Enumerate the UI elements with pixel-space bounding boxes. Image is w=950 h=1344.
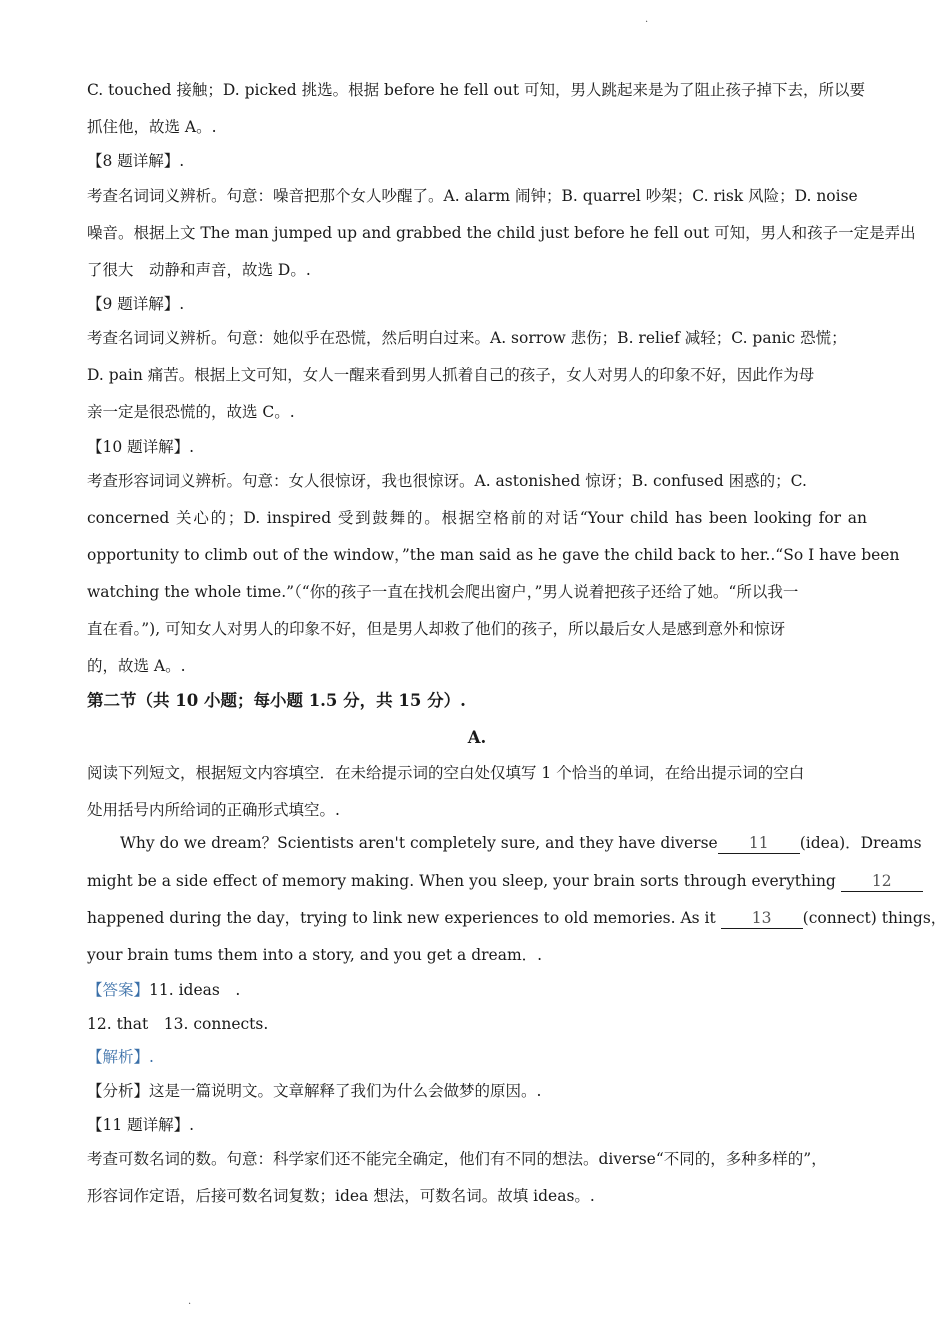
text-line: 形容词作定语，后接可数名词复数；idea 想法，可数名词。故填 ideas。. <box>87 1187 595 1205</box>
question-heading-11: 【11 题详解】. <box>87 1116 195 1134</box>
passage-line <box>87 908 947 929</box>
question-heading-8: 【8 题详解】. <box>87 152 185 170</box>
text-line: C. touched 接触；D. picked 挑选。根据 before he fell out 可知，男人跳起来是为了阻止孩子掉下去，所以要 <box>87 81 865 99</box>
summary-label: 【分析】 <box>87 1082 150 1100</box>
passage-text: happened during the day，trying to link new experiences to old memories. As it <box>87 909 716 927</box>
text-line: 考查名词词义辨析。句意：噪音把那个女人吵醒了。A. alarm 闹钟；B. quarrel 吵架；C. risk 风险；D. noise <box>87 187 858 205</box>
summary-line <box>87 1081 867 1101</box>
passage-line <box>87 871 892 892</box>
analysis-label: 【解析】. <box>87 1048 154 1066</box>
blank-12: 12 <box>841 871 923 892</box>
passage-text: might be a side effect of memory making. When you sleep, your brain sorts through everything <box>87 872 836 890</box>
answer-label: 【答案】 <box>87 981 150 999</box>
text-line: watching the whole time.”（“你的孩子一直在找机会爬出窗户，”男人说着把孩子还给了她。“所以我一 <box>87 583 799 601</box>
passage-text: (idea)．Dreams <box>799 834 922 852</box>
blank-11: 11 <box>718 833 800 854</box>
answer-line: 12. that 13. connects. <box>87 1015 269 1033</box>
question-heading-10: 【10 题详解】. <box>87 438 195 456</box>
text-line: 考查可数名词的数。句意：科学家们还不能完全确定，他们有不同的想法。diverse“不同的，多种多样的”， <box>87 1150 827 1168</box>
passage-text: (connect) things， <box>802 909 947 927</box>
footer-dot: . <box>188 1296 192 1307</box>
section-heading: 第二节（共 10 小题；每小题 1.5 分，共 15 分）. <box>87 691 466 710</box>
instruction-line: 处用括号内所给词的正确形式填空。. <box>87 801 340 819</box>
header-dot: . <box>645 14 649 25</box>
instruction-line: 阅读下列短文，根据短文内容填空．在未给提示词的空白处仅填写 1 个恰当的单词，在给出提示词的空白 <box>87 764 805 782</box>
passage-text: Why do we dream？Scientists aren't completely sure, and they have diverse <box>120 834 718 852</box>
text-line: 的，故选 A。. <box>87 657 186 675</box>
blank-13: 13 <box>721 908 803 929</box>
summary-text: 这是一篇说明文。文章解释了我们为什么会做梦的原因。. <box>149 1082 542 1100</box>
passage-title: A. <box>467 728 487 747</box>
text-line: opportunity to climb out of the window，”the man said as he gave the child back to her..“So I have been <box>87 546 900 564</box>
text-line: 噪音。根据上文 The man jumped up and grabbed the child just before he fell out 可知，男人和孩子一定是弄出 <box>87 224 916 242</box>
text-line: 抓住他，故选 A。. <box>87 118 217 136</box>
text-line: 了很大 动静和声音，故选 D。. <box>87 261 311 279</box>
text-line: 考查形容词词义辨析。句意：女人很惊讶，我也很惊讶。A. astonished 惊讶；B. confused 困惑的；C. <box>87 472 807 490</box>
question-heading-9: 【9 题详解】. <box>87 295 185 313</box>
answer-line <box>87 980 867 1000</box>
answer-text: 11. ideas . <box>149 981 241 999</box>
text-line: 亲一定是很恐慌的，故选 C。. <box>87 403 295 421</box>
text-line: 考查名词词义辨析。句意：她似乎在恐慌，然后明白过来。A. sorrow 悲伤；B. relief 减轻；C. panic 恐慌； <box>87 329 847 347</box>
passage-line: your brain tums them into a story, and you get a dream．. <box>87 946 543 964</box>
passage-line <box>87 833 922 854</box>
text-line: concerned 关心的；D. inspired 受到鼓舞的。根据空格前的对话“Your child has been looking for an <box>87 509 867 527</box>
text-line: D. pain 痛苦。根据上文可知，女人一醒来看到男人抓着自己的孩子，女人对男人的印象不好，因此作为母 <box>87 366 815 384</box>
text-line: 直在看。”), 可知女人对男人的印象不好，但是男人却救了他们的孩子，所以最后女人是感到意外和惊讶 <box>87 620 786 638</box>
